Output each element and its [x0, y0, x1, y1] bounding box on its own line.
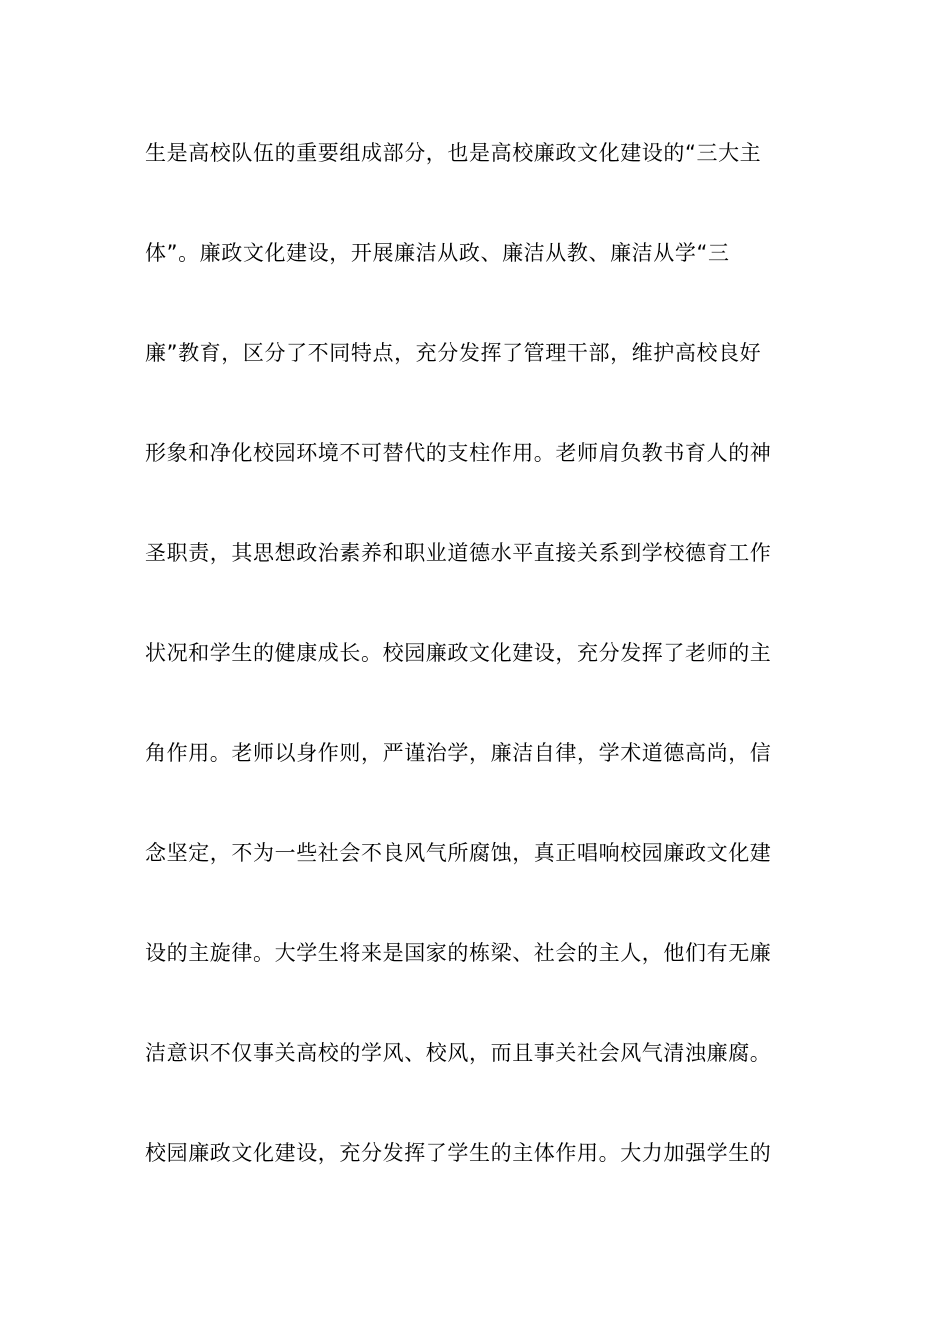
text-line: 念坚定，不为一些社会不良风气所腐蚀，真正唱响校园廉政文化建 — [145, 841, 772, 865]
text-line: 体”。廉政文化建设，开展廉洁从政、廉洁从教、廉洁从学“三 — [145, 241, 730, 265]
text-line: 圣职责，其思想政治素养和职业道德水平直接关系到学校德育工作 — [145, 541, 772, 565]
text-line: 设的主旋律。大学生将来是国家的栋梁、社会的主人，他们有无廉 — [145, 941, 772, 965]
text-line: 廉”教育，区分了不同特点，充分发挥了管理干部，维护高校良好 — [145, 341, 762, 365]
text-line: 洁意识不仅事关高校的学风、校风，而且事关社会风气清浊廉腐。 — [145, 1041, 772, 1065]
text-line: 校园廉政文化建设，充分发挥了学生的主体作用。大力加强学生的 — [145, 1141, 772, 1165]
text-line: 状况和学生的健康成长。校园廉政文化建设，充分发挥了老师的主 — [145, 641, 772, 665]
body-text — [145, 130, 810, 1230]
text-line: 生是高校队伍的重要组成部分，也是高校廉政文化建设的“三大主 — [145, 141, 762, 165]
text-line: 形象和净化校园环境不可替代的支柱作用。老师肩负教书育人的神 — [145, 441, 772, 465]
text-line: 角作用。老师以身作则，严谨治学，廉洁自律，学术道德高尚，信 — [145, 741, 772, 765]
